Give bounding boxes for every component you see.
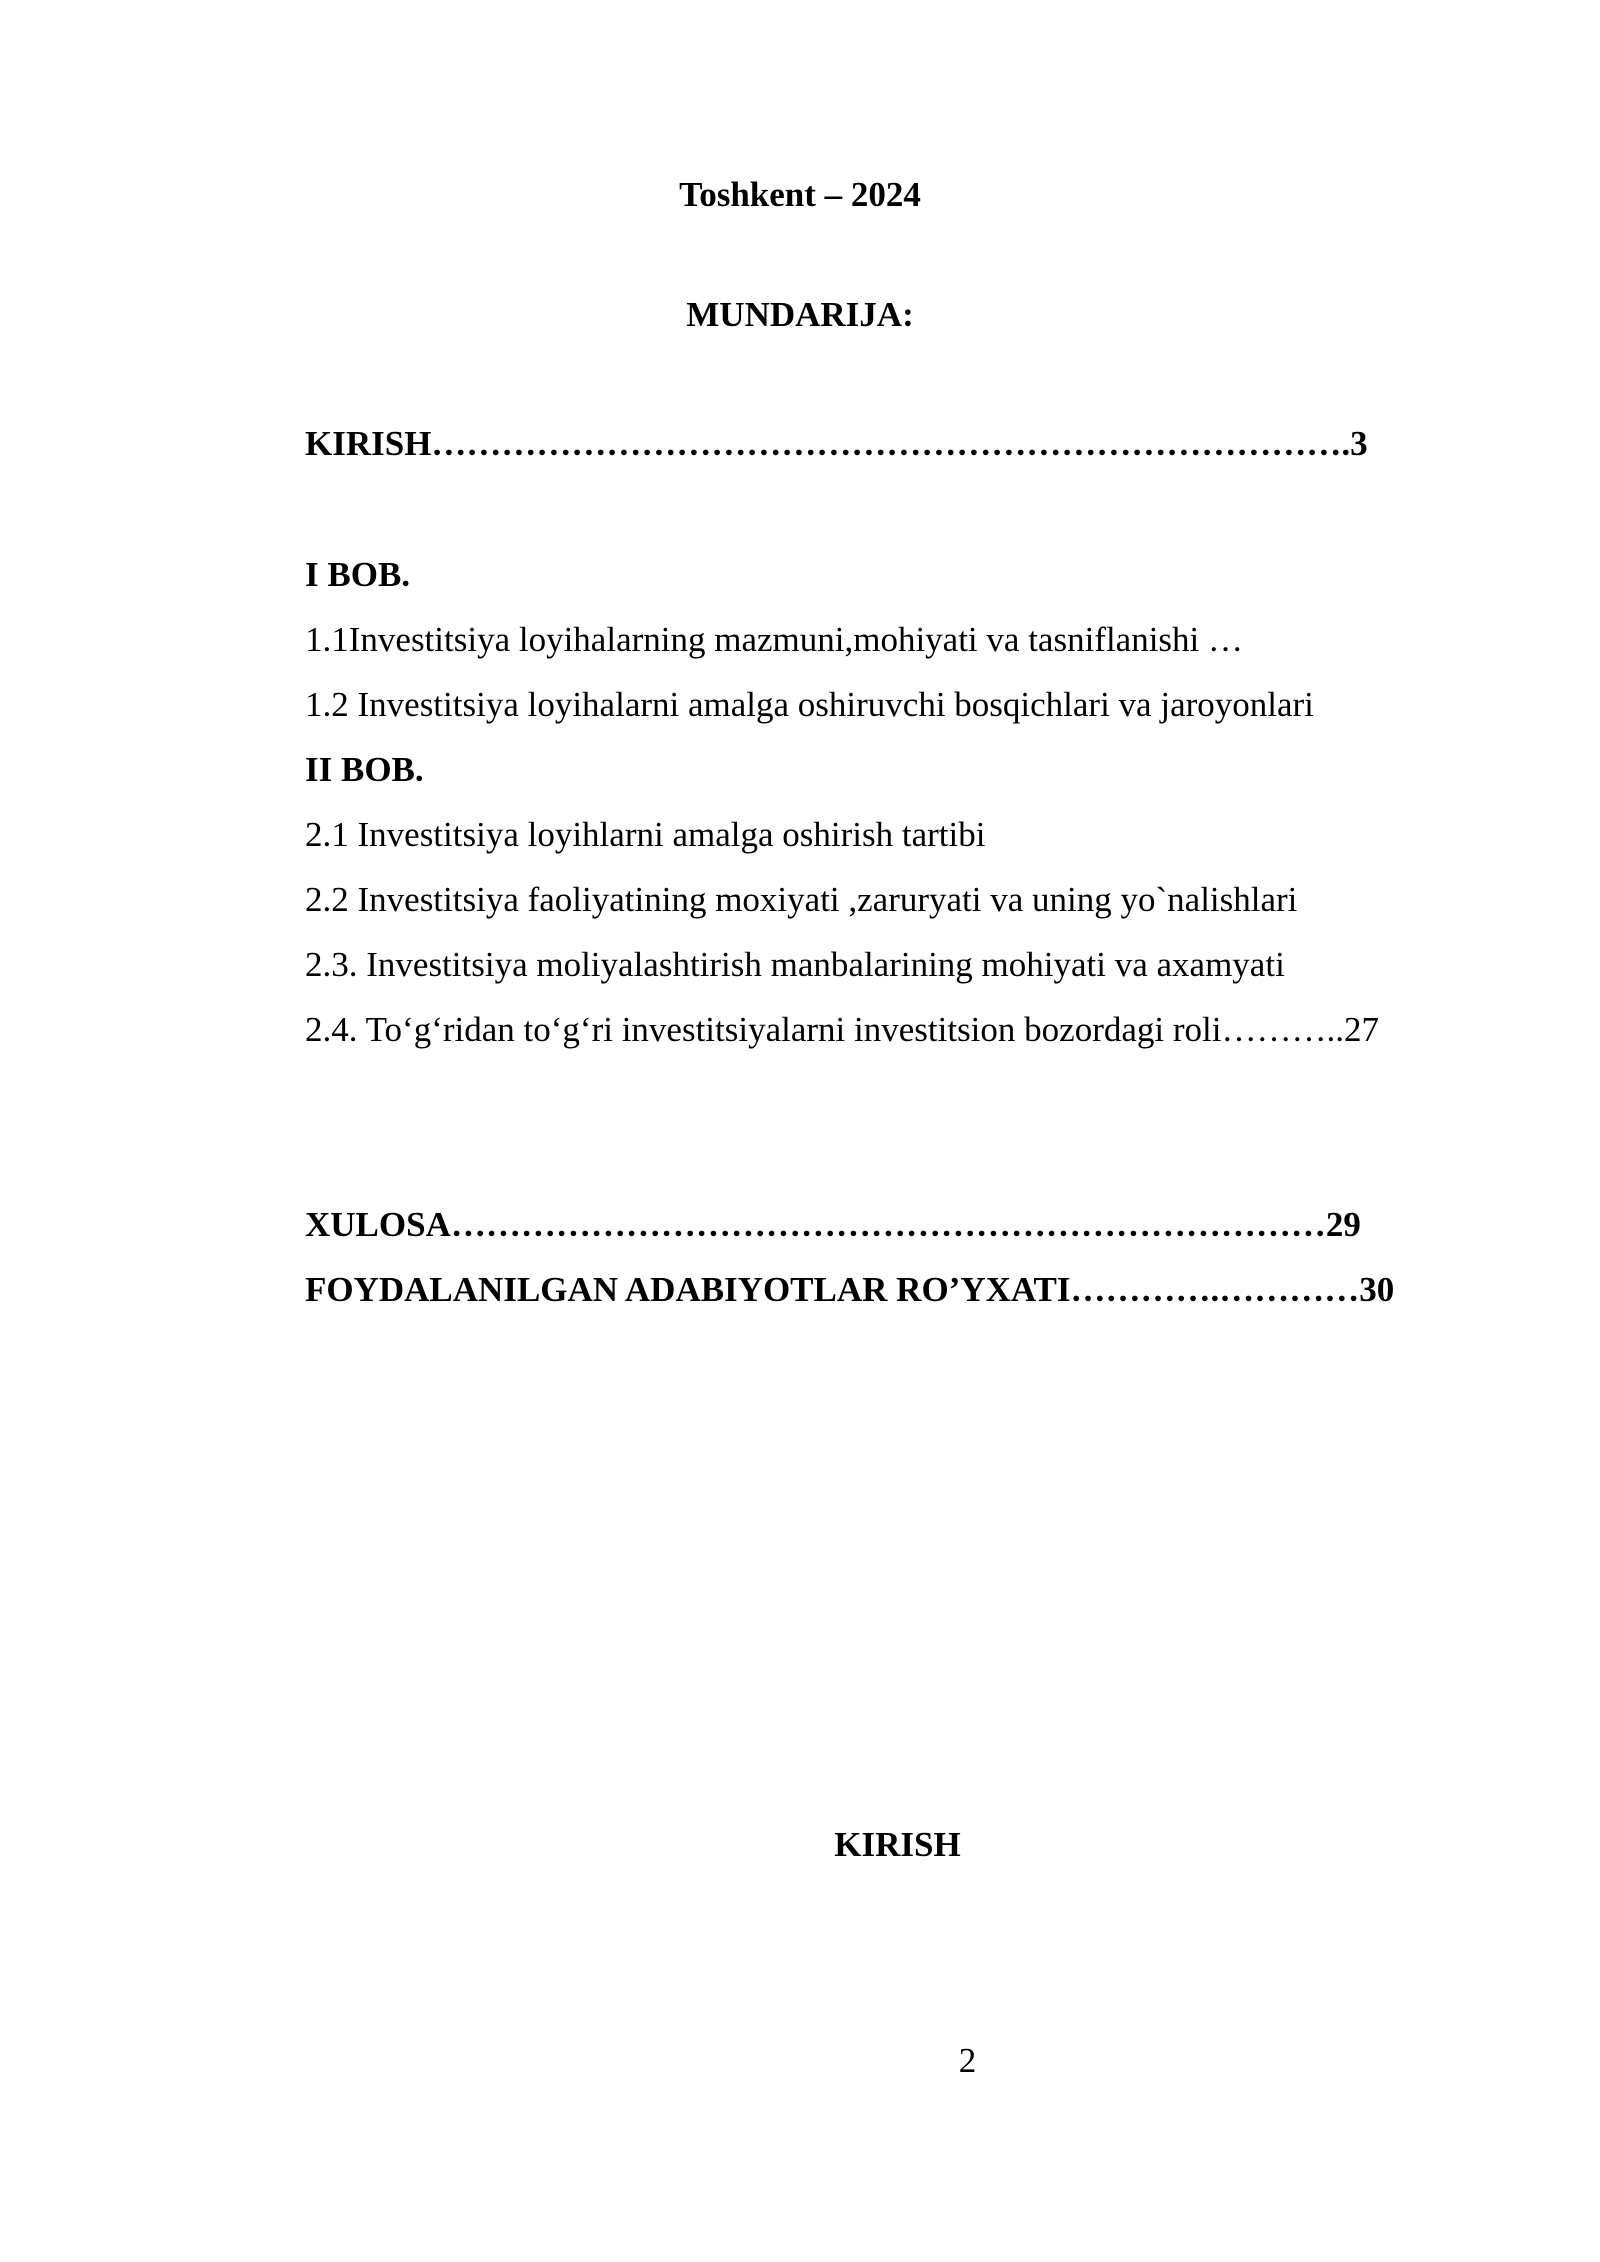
toc-references-entry: FOYDALANILGAN ADABIYOTLAR RO’YXATI………….…………30 <box>305 1270 1395 1309</box>
city-year: Toshkent – 2024 <box>679 175 921 214</box>
toc-item-2-3: 2.3. Investitsiya moliyalashtirish manbalarining mohiyati va axamyati <box>305 945 1285 984</box>
toc-heading: MUNDARIJA: <box>686 295 914 334</box>
toc-conclusion-entry: XULOSA…………………………………………………………………29 <box>305 1205 1361 1244</box>
toc-chapter-2-title: II BOB. <box>305 750 424 789</box>
toc-item-2-2: 2.2 Investitsiya faoliyatining moxiyati ,zaruryati va uning yo`nalishlari <box>305 880 1298 919</box>
toc-item-1-2: 1.2 Investitsiya loyihalarni amalga oshiruvchi bosqichlari va jaroyonlari <box>305 685 1314 724</box>
page-number: 2 <box>958 2041 977 2080</box>
toc-chapter-1-title: I BOB. <box>305 555 411 594</box>
section-heading-intro: KIRISH <box>834 1825 961 1864</box>
toc-intro-entry: KIRISH…………………………………………………………………….3 <box>305 424 1368 463</box>
toc-item-2-4: 2.4. To‘g‘ridan to‘g‘ri investitsiyalarni investitsion bozordagi roli………..27 <box>305 1010 1379 1049</box>
toc-item-2-1: 2.1 Investitsiya loyihlarni amalga oshirish tartibi <box>305 815 986 854</box>
toc-item-1-1: 1.1Investitsiya loyihalarning mazmuni,mohiyati va tasniflanishi … <box>305 620 1244 659</box>
